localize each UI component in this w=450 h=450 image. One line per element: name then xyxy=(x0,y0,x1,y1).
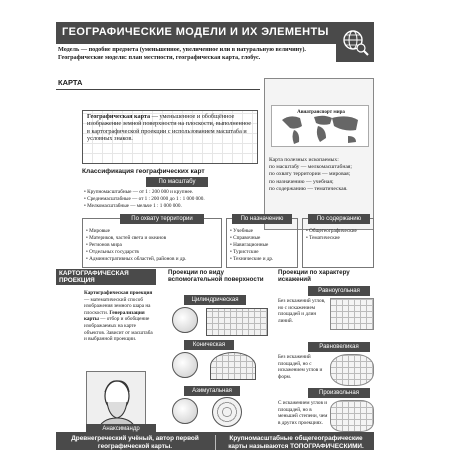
page-title: ГЕОГРАФИЧЕСКИЕ МОДЕЛИ И ИХ ЭЛЕМЕНТЫ xyxy=(62,26,329,38)
azimuthal-globe-icon xyxy=(172,398,198,424)
map-definition-box xyxy=(82,110,258,164)
conic-globe-icon xyxy=(172,352,198,378)
conformal-text: Без искажений углов, но с искажением площадей и длин линий. xyxy=(278,298,326,324)
footer-divider xyxy=(215,435,216,450)
definition-text: — уменьшенное и обобщённое изображение земной поверхности на плоскости, выполненное в картографической проекции с использованием масштаба и условных знаков. xyxy=(87,113,251,143)
map-title: Авиатранспорт мира xyxy=(297,110,345,115)
conic-tab: Коническая xyxy=(184,340,234,350)
by-purpose-list: • Учебные • Справочные • Навигационные • Туристские • Технические и др. xyxy=(230,228,274,262)
azimuthal-tab: Азимутальная xyxy=(184,386,240,396)
footer-left: Древнегреческий учёный, автор первой географической карты. xyxy=(71,435,199,450)
aux-surface-heading: Проекции по виду вспомогательной поверхности xyxy=(168,269,264,284)
world-map-image xyxy=(271,105,369,147)
footer-right: Крупномасштабные общегеографические карты называются ТОПОГРАФИЧЕСКИМИ. xyxy=(228,435,364,450)
projection-heading: КАРТОГРАФИЧЕСКАЯ ПРОЕКЦИЯ xyxy=(56,269,156,285)
cylindrical-map-icon xyxy=(206,308,268,336)
definition-term: Географическая карта xyxy=(87,113,151,120)
karta-heading: КАРТА xyxy=(56,76,260,90)
equal-area-text: Без искажений площадей, но с искажением углов и форм. xyxy=(278,354,323,380)
anaximander-portrait xyxy=(86,371,146,431)
arbitrary-map-icon xyxy=(330,400,374,432)
tab-by-territory: По охвату территории xyxy=(120,214,204,224)
cylindrical-globe-icon xyxy=(172,307,198,333)
cylindrical-tab: Цилиндрическая xyxy=(184,295,246,305)
by-scale-list: • Крупномасштабные — от 1 : 200 000 и крупнее. • Среднемасштабные — от 1 : 200 000 до 1 : 1 000 000. • Мелкомасштабные — мельче 1 : 1 000 000. xyxy=(84,189,205,209)
content-box xyxy=(302,218,374,268)
textbook-page xyxy=(56,22,374,450)
distortion-heading: Проекции по характеру искажений xyxy=(278,269,350,284)
intro-text: Модель — подобие предмета (уменьшенное, увеличенное или в натуральную величину). Географические модели: план местности, географическая карта, глобус. xyxy=(58,46,306,61)
classification-heading: Классификация географических карт xyxy=(82,168,205,175)
arbitrary-text: С искажением углов и площадей, но в меньшей степени, чем в других проекциях. xyxy=(278,400,328,426)
projection-text: Картографическая проекция — математический способ изображения земного шара на плоскости. Генерализация карты — отбор и обобщение изображаемых на карте объектов. Зависит от масштаба и выбранной проекции. xyxy=(84,290,153,343)
title-bar xyxy=(56,22,374,44)
arbitrary-tab: Произвольная xyxy=(308,388,370,398)
portrait-caption: Анаксимандр xyxy=(86,424,156,434)
tab-by-scale: По масштабу xyxy=(146,177,208,187)
globe-search-icon xyxy=(336,22,374,62)
tab-by-content: По содержанию xyxy=(308,214,370,224)
conformal-tab: Равноугольная xyxy=(308,286,370,296)
tab-by-purpose: По назначению xyxy=(232,214,292,224)
map-card-text: Карта полезных ископаемых: по масштабу — мелкомасштабная; по охвату территории — мировая; по назначению — учебная; по содержанию — тематическая. xyxy=(269,157,352,192)
by-content-list: • Общегеографические • Тематические xyxy=(306,228,357,241)
conic-map-icon xyxy=(210,352,256,380)
conformal-map-icon xyxy=(330,298,374,330)
map-example-card xyxy=(264,78,374,230)
footer-bar xyxy=(56,432,374,450)
equal-area-tab: Равновеликая xyxy=(308,342,370,352)
by-territory-list: • Мировые • Материков, частей света и океанов • Регионов мира • Отдельных государств • Административных областей, районов и др. xyxy=(86,228,187,262)
equal-area-map-icon xyxy=(330,354,374,386)
azimuthal-map-icon xyxy=(212,397,242,427)
